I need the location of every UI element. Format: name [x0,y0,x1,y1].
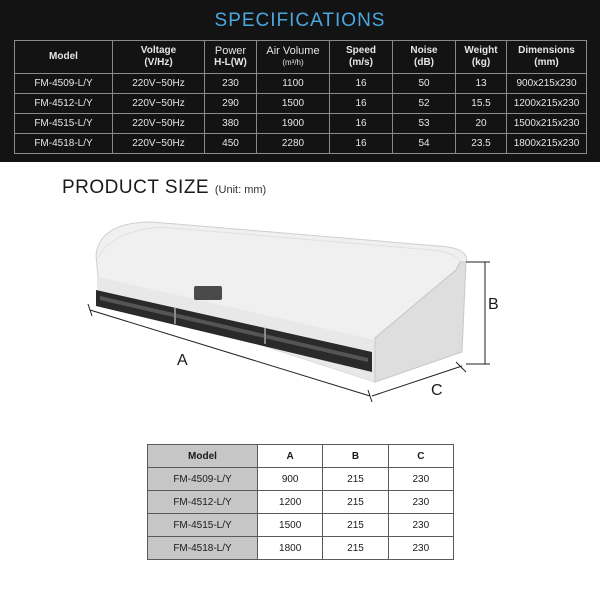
spec-cell: FM-4518-L/Y [15,134,113,154]
size-cell: 230 [388,537,453,560]
air-curtain-illustration [0,200,600,415]
spec-cell: 900x215x230 [507,74,587,94]
spec-cell: 50 [393,74,456,94]
spec-cell: FM-4515-L/Y [15,114,113,134]
spec-cell: 290 [205,94,257,114]
size-row [148,491,454,514]
size-cell: FM-4512-L/Y [148,491,258,514]
spec-cell: 1500 [257,94,330,114]
size-cell: 1800 [258,537,323,560]
size-cell: 230 [388,514,453,537]
spec-cell: 20 [456,114,507,134]
size-row [148,537,454,560]
spec-cell: 15.5 [456,94,507,114]
spec-cell: 380 [205,114,257,134]
spec-cell: 1900 [257,114,330,134]
size-cell: 900 [258,468,323,491]
size-row [148,468,454,491]
specifications-panel [0,0,600,162]
dimension-label-b: B [488,296,499,313]
spec-header-cell: Dimensions (mm) [507,41,587,74]
size-cell: 215 [323,537,388,560]
size-cell: 230 [388,491,453,514]
control-panel-icon [194,286,222,300]
size-cell: FM-4509-L/Y [148,468,258,491]
spec-row [15,94,587,114]
size-cell: 215 [323,468,388,491]
spec-cell: 230 [205,74,257,94]
size-cell: 215 [323,514,388,537]
product-size-title: PRODUCT SIZE (Unit: mm) [62,177,267,198]
size-header-cell: A [258,445,323,468]
specifications-title: SPECIFICATIONS [214,10,386,31]
size-cell: 215 [323,491,388,514]
spec-cell: 54 [393,134,456,154]
spec-header-cell: Weight (kg) [456,41,507,74]
spec-cell: 53 [393,114,456,134]
spec-header-cell: Model [15,41,113,74]
size-table [147,444,454,560]
spec-cell: 16 [330,74,393,94]
spec-row [15,74,587,94]
spec-cell: FM-4509-L/Y [15,74,113,94]
spec-cell: 23.5 [456,134,507,154]
unit-note: (Unit: mm) [214,184,267,196]
spec-cell: 16 [330,114,393,134]
size-header-row [148,445,454,468]
spec-cell: 220V~50Hz [113,134,205,154]
spec-cell: 450 [205,134,257,154]
size-cell: FM-4518-L/Y [148,537,258,560]
dimension-label-c: C [431,382,443,399]
spec-cell: 1200x215x230 [507,94,587,114]
spec-cell: 1500x215x230 [507,114,587,134]
spec-header-cell: Power H-L(W) [205,41,257,74]
spec-row [15,114,587,134]
size-cell: 230 [388,468,453,491]
spec-row [15,134,587,154]
size-cell: 1500 [258,514,323,537]
size-row [148,514,454,537]
size-cell: 1200 [258,491,323,514]
spec-cell: 52 [393,94,456,114]
spec-cell: 220V~50Hz [113,74,205,94]
spec-cell: 16 [330,134,393,154]
spec-header-row [15,41,587,74]
spec-cell: FM-4512-L/Y [15,94,113,114]
spec-cell: 16 [330,94,393,114]
spec-cell: 1800x215x230 [507,134,587,154]
spec-cell: 220V~50Hz [113,114,205,134]
dimension-label-a: A [177,352,188,369]
spec-header-cell: Air Volume (m³/h) [257,41,330,74]
size-header-cell: Model [148,445,258,468]
spec-cell: 1100 [257,74,330,94]
spec-cell: 2280 [257,134,330,154]
size-header-cell: B [323,445,388,468]
size-header-cell: C [388,445,453,468]
spec-header-cell: Voltage (V/Hz) [113,41,205,74]
spec-cell: 220V~50Hz [113,94,205,114]
specifications-table [14,40,587,154]
spec-header-cell: Noise (dB) [393,41,456,74]
spec-header-cell: Speed (m/s) [330,41,393,74]
spec-cell: 13 [456,74,507,94]
size-cell: FM-4515-L/Y [148,514,258,537]
